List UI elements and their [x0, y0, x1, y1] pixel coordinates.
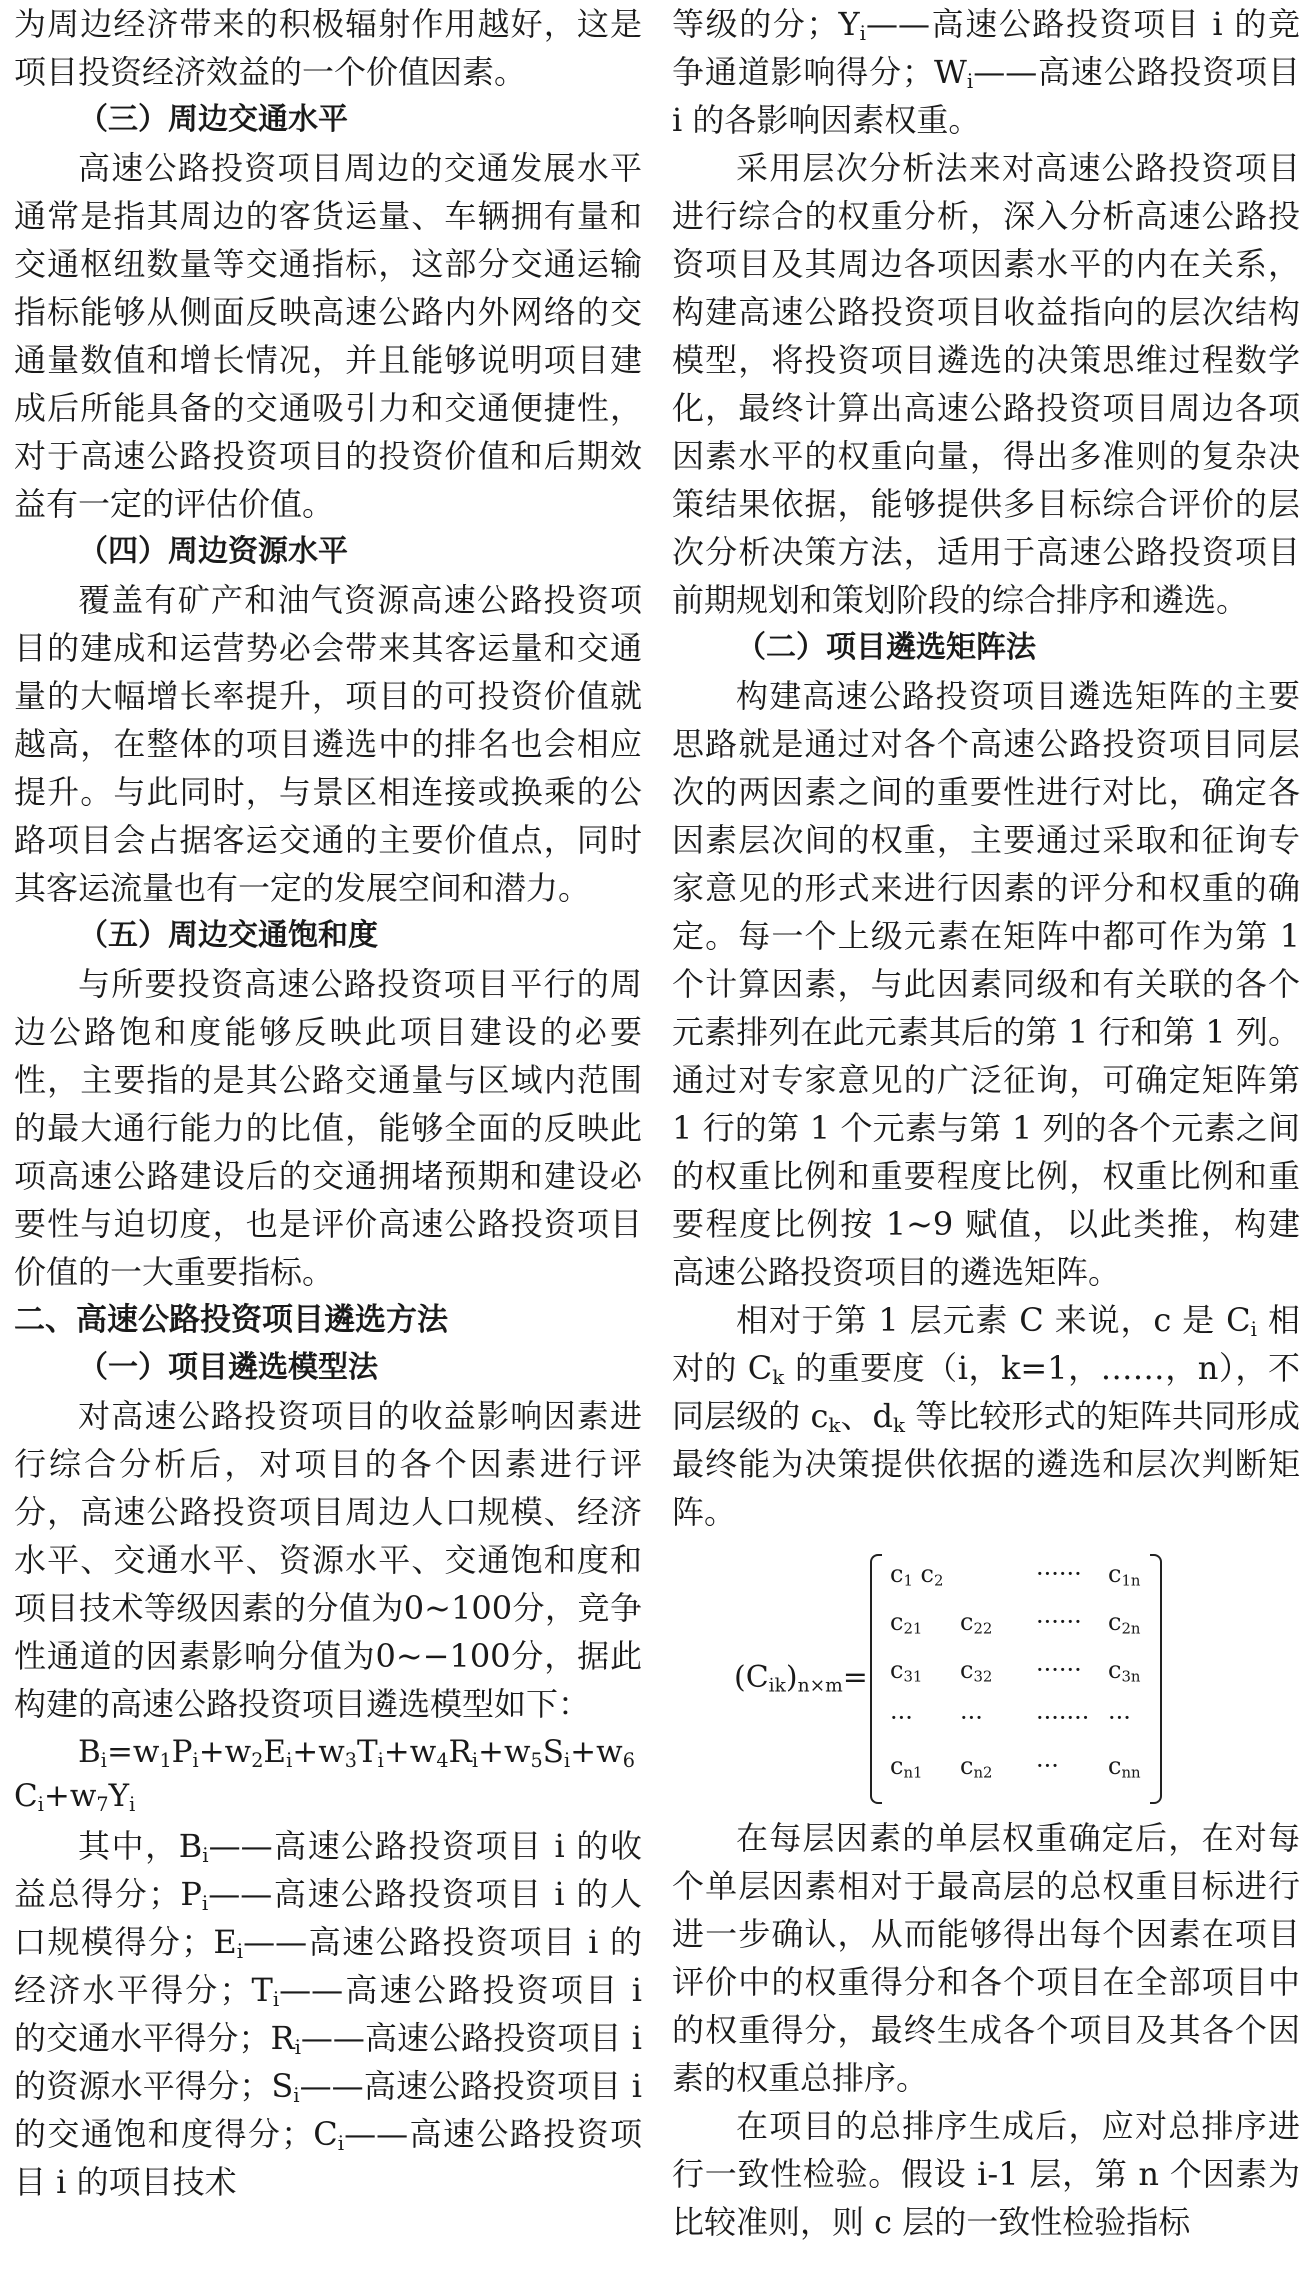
- heading-traffic-level: （三）周边交通水平: [78, 102, 348, 137]
- formula-line-1: $B_i=w_1P_i+w_2E_i+w_3T_i+w_4R_i+w_5S_i+w_6$: [78, 1734, 635, 1772]
- paragraph-consistency-check: 在项目的总排序生成后，应对总排序进行一致性检验。假设 i-1 层，第 n 个因素为比较准则，则 c 层的一致性检验指标: [672, 2107, 1300, 2241]
- paragraph-variable-definitions-cont: 等级的分；$Y_i——$高速公路投资项目 i 的竞争通道影响得分；$W_i——$高速公路投资项目 i 的各影响因素权重。: [672, 5, 1300, 139]
- matrix-label: $(C_{ik})_{n\times m}=$: [734, 1660, 868, 1697]
- matrix-cell: $c_{31}$: [890, 1656, 923, 1686]
- matrix-cell: ···: [960, 1704, 983, 1732]
- matrix-cell: $c_{22}$: [960, 1608, 993, 1638]
- heading-traffic-saturation: （五）周边交通饱和度: [78, 918, 378, 953]
- matrix-left-bracket: [870, 1554, 882, 1804]
- judgment-matrix: [672, 1542, 1300, 1812]
- paragraph-selection-matrix: 构建高速公路投资项目遴选矩阵的主要思路就是通过对各个高速公路投资项目同层次的两因素之间的重要性进行对比，确定各因素层次间的权重，主要通过采取和征询专家意见的形式来进行因素的评分和权重的确定。每一个上级元素在矩阵中都可作为第 1 个计算因素，与此因素同级和有关联的各个元素排列在此元素其后的第 1 行和第 1 列。通过对专家意见的广泛征询，可确定矩阵第 1 行的第 1 个元素与第 1 列的各个元素之间的权重比例和重要程度比例，权重比例和重要程度比例按 1~9 赋值，以此类推，构建高速公路投资项目的遴选矩阵。: [672, 677, 1300, 1291]
- matrix-cell: $c_1$ $c_2$: [890, 1560, 944, 1590]
- paragraph-ahp: 采用层次分析法来对高速公路投资项目进行综合的权重分析，深入分析高速公路投资项目及其周边各项因素水平的内在关系，构建高速公路投资项目收益指向的层次结构模型，将投资项目遴选的决策思维过程数学化，最终计算出高速公路投资项目周边各项因素水平的权重向量，得出多准则的复杂决策结果依据，能够提供多目标综合评价的层次分析决策方法，适用于高速公路投资项目前期规划和策划阶段的综合排序和遴选。: [672, 149, 1300, 619]
- heading-resource-level: （四）周边资源水平: [78, 534, 348, 569]
- paragraph-variable-definitions: 其中，$B_i——$高速公路投资项目 i 的收益总得分；$P_i——$高速公路投资项目 i 的人口规模得分；$E_i——$高速公路投资项目 i 的经济水平得分；$T_i——$高速公路投资项目 i 的交通水平得分；$R_i——$高速公路投资项目 i 的资源水平得分；$S_i——$高速公路投资项目 i 的交通饱和度得分；$C_i——$高速公路投资项目 i 的项目技术: [14, 1827, 642, 2201]
- matrix-cell: $c_{3n}$: [1108, 1656, 1141, 1686]
- matrix-cell: $c_{n2}$: [960, 1752, 993, 1782]
- left-column: [14, 0, 642, 2206]
- paragraph-traffic-level: 高速公路投资项目周边的交通发展水平通常是指其周边的客货运量、车辆拥有量和交通枢纽数量等交通指标，这部分交通运输指标能够从侧面反映高速公路内外网络的交通量数值和增长情况，并且能够说明项目建成后所能具备的交通吸引力和交通便捷性，对于高速公路投资项目的投资价值和后期效益有一定的评估价值。: [14, 149, 642, 523]
- matrix-row: [884, 1656, 1150, 1704]
- matrix-cell: ·······: [1036, 1704, 1090, 1732]
- heading-selection-model: （一）项目遴选模型法: [78, 1350, 378, 1385]
- heading-selection-methods: 二、高速公路投资项目遴选方法: [14, 1302, 448, 1338]
- matrix-cell: ···: [890, 1704, 913, 1732]
- matrix-cell: ······: [1036, 1560, 1082, 1588]
- matrix-row: [884, 1608, 1150, 1656]
- matrix-cell: $c_{21}$: [890, 1608, 923, 1638]
- matrix-cell: ······: [1036, 1656, 1082, 1684]
- selection-model-formula: [14, 1730, 642, 1818]
- paragraph-traffic-saturation: 与所要投资高速公路投资项目平行的周边公路饱和度能够反映此项目建设的必要性，主要指的是其公路交通量与区域内范围的最大通行能力的比值，能够全面的反映此项高速公路建设后的交通拥堵预期和建设必要性与迫切度，也是评价高速公路投资项目价值的一大重要指标。: [14, 965, 642, 1291]
- paragraph-selection-model: 对高速公路投资项目的收益影响因素进行综合分析后，对项目的各个因素进行评分，高速公路投资项目周边人口规模、经济水平、交通水平、资源水平、交通饱和度和项目技术等级因素的分值为0~100分，竞争性通道的因素影响分值为0~−100分，据此构建的高速公路投资项目遴选模型如下：: [14, 1397, 642, 1723]
- paragraph-resource-level: 覆盖有矿产和油气资源高速公路投资项目的建成和运营势必会带来其客运量和交通量的大幅增长率提升，项目的可投资价值就越高，在整体的项目遴选中的排名也会相应提升。与此同时，与景区相连接或换乘的公路项目会占据客运交通的主要价值点，同时其客运流量也有一定的发展空间和潜力。: [14, 581, 642, 907]
- right-column: [672, 0, 1300, 2246]
- matrix-cell: $c_{nn}$: [1108, 1752, 1141, 1782]
- paragraph-economy-end: 为周边经济带来的积极辐射作用越好，这是项目投资经济效益的一个价值因素。: [14, 5, 642, 91]
- matrix-cell: $c_{2n}$: [1108, 1608, 1141, 1638]
- matrix-row: [884, 1752, 1150, 1800]
- matrix-cell: ···: [1036, 1752, 1059, 1780]
- matrix-cell: ······: [1036, 1608, 1082, 1636]
- matrix-cell: ···: [1108, 1704, 1131, 1732]
- matrix-row: [884, 1560, 1150, 1608]
- matrix-row: [884, 1704, 1150, 1752]
- matrix-right-bracket: [1150, 1554, 1162, 1804]
- matrix-cell: $c_{32}$: [960, 1656, 993, 1686]
- matrix-cell: $c_{1n}$: [1108, 1560, 1141, 1590]
- formula-line-2: $C_i+w_7Y_i$: [14, 1778, 136, 1816]
- matrix-cell: $c_{n1}$: [890, 1752, 923, 1782]
- paragraph-weight-ranking: 在每层因素的单层权重确定后，在对每个单层因素相对于最高层的总权重目标进行进一步确认，从而能够得出每个因素在项目评价中的权重得分和各个项目在全部项目中的权重得分，最终生成各个项目及其各个因素的权重总排序。: [672, 1819, 1300, 2097]
- heading-selection-matrix: （二）项目遴选矩阵法: [736, 630, 1036, 665]
- paragraph-relative-importance: 相对于第 1 层元素 C 来说，c 是 $C_i$ 相对的 $C_k$ 的重要度（i，k=1，……，n），不同层级的 $c_k$、$d_k$ 等比较形式的矩阵共同形成最终能为决策提供依据的遴选和层次判断矩阵。: [672, 1301, 1300, 1531]
